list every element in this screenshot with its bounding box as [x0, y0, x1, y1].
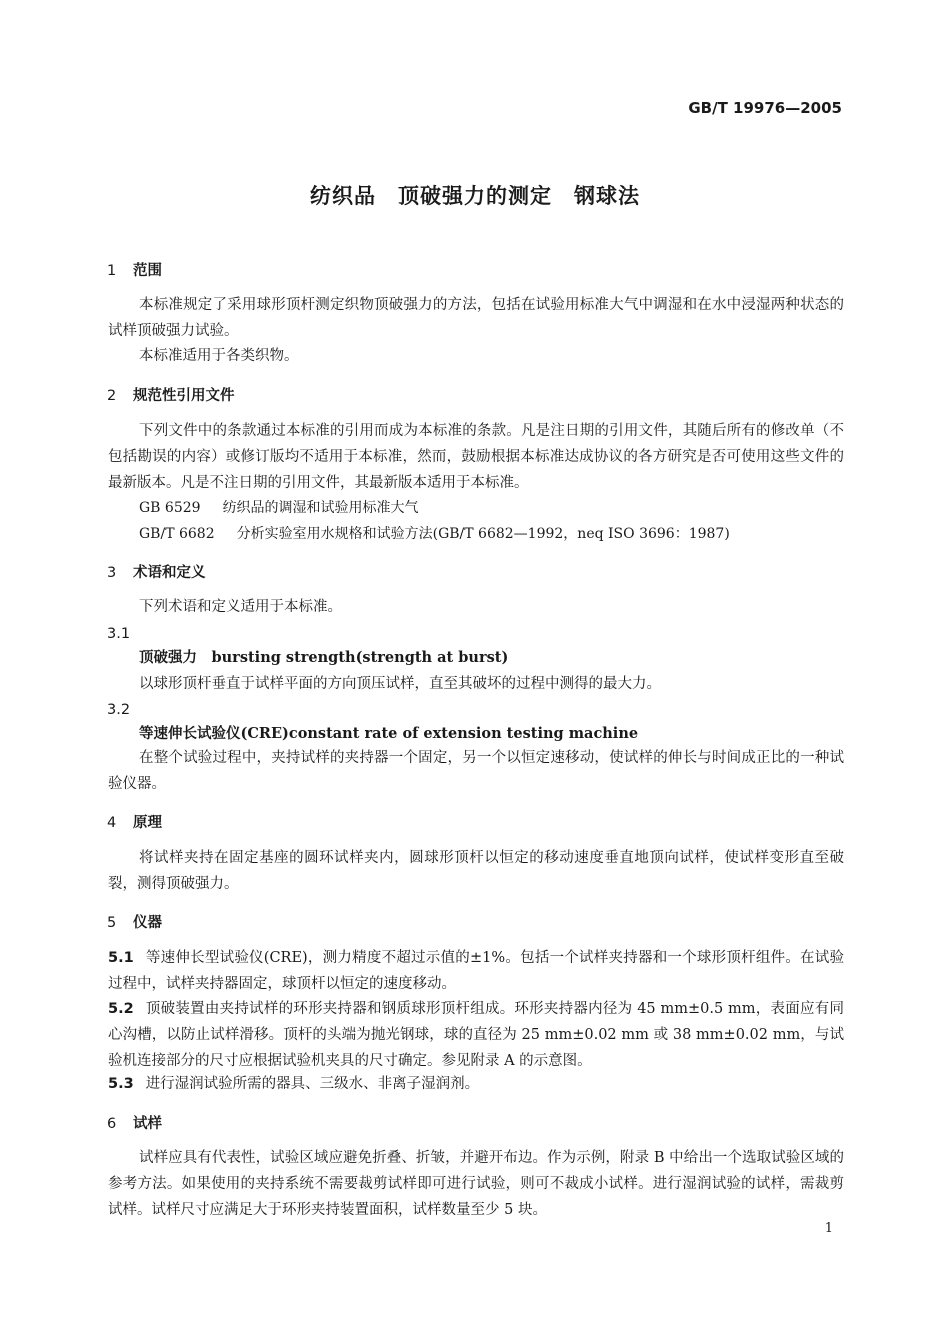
section-1-heading — [107, 259, 162, 280]
section-title: 原理 — [133, 815, 162, 831]
reference-title: 分析实验室用水规格和试验方法(GB/T 6682—1992，neq ISO 3696：1987) — [236, 526, 730, 542]
clause-5-3 — [108, 1071, 844, 1097]
clause-number: 5.3 — [108, 1076, 134, 1092]
section-6-paragraph: 试样应具有代表性，试验区域应避免折叠、折皱，并避开布边。作为示例，附录 B 中给出一个选取试验区域的参考方法。如果使用的夹持系统不需要裁剪试样即可进行试验，则可不裁成小试样。进行湿润试验的试样，需裁剪试样。试样尺寸应满足大于环形夹持装置面积，试样数量至少 5 块。 — [108, 1150, 844, 1218]
section-title: 术语和定义 — [133, 565, 206, 581]
section-4-paragraph: 将试样夹持在固定基座的圆环试样夹内，圆球形顶杆以恒定的移动速度垂直地顶向试样，使试样变形直至破裂，测得顶破强力。 — [108, 850, 844, 892]
clause-text: 顶破装置由夹持试样的环形夹持器和钢质球形顶杆组成。环形夹持器内径为 45 mm±0.5 mm，表面应有同心沟槽，以防止试样滑移。顶杆的头端为抛光钢球，球的直径为 25 mm±0.02 mm 或 38 mm±0.02 mm，与试验机连接部分的尺寸应根据试验机夹具的尺寸确定。参见附录 A 的示意图。 — [108, 1001, 844, 1069]
clause-number: 5.1 — [108, 950, 134, 966]
reference-title: 纺织品的调湿和试验用标准大气 — [222, 500, 419, 516]
clause-number: 3.1 — [107, 626, 131, 642]
section-1-paragraph-2: 本标准适用于各类织物。 — [139, 348, 299, 364]
section-number: 4 — [107, 815, 117, 831]
term-heading: 顶破强力 bursting strength(strength at burst) — [139, 649, 509, 666]
section-6-heading — [107, 1112, 162, 1133]
document-code: GB/T 19976—2005 — [688, 99, 842, 117]
clause-number: 3.2 — [107, 702, 131, 718]
section-number: 6 — [107, 1116, 117, 1132]
section-3-paragraph: 下列术语和定义适用于本标准。 — [139, 599, 342, 615]
reference-item — [139, 495, 419, 521]
clause-text: 等速伸长型试验仪(CRE)，测力精度不超过示值的±1%。包括一个试样夹持器和一个球形顶杆组件。在试验过程中，试样夹持器固定，球顶杆以恒定的速度移动。 — [108, 950, 844, 992]
page-number: 1 — [824, 1221, 833, 1236]
section-title: 范围 — [133, 263, 162, 279]
term-definition: 在整个试验过程中，夹持试样的夹持器一个固定，另一个以恒定速移动，使试样的伸长与时间成正比的一种试验仪器。 — [108, 750, 844, 792]
reference-code: GB 6529 — [139, 500, 201, 516]
clause-5-1 — [108, 945, 844, 997]
section-number: 2 — [107, 388, 117, 404]
section-5-heading — [107, 911, 162, 932]
term-definition: 以球形顶杆垂直于试样平面的方向顶压试样，直至其破坏的过程中测得的最大力。 — [139, 676, 661, 692]
clause-5-2 — [108, 996, 844, 1074]
reference-item — [139, 521, 730, 547]
section-number: 1 — [107, 263, 117, 279]
section-2-paragraph: 下列文件中的条款通过本标准的引用而成为本标准的条款。凡是注日期的引用文件，其随后所有的修改单（不包括勘误的内容）或修订版均不适用于本标准，然而，鼓励根据本标准达成协议的各方研究是否可使用这些文件的最新版本。凡是不注日期的引用文件，其最新版本适用于本标准。 — [108, 423, 844, 491]
section-number: 3 — [107, 565, 117, 581]
section-title: 仪器 — [133, 915, 162, 931]
clause-number: 5.2 — [108, 1001, 134, 1017]
section-title: 规范性引用文件 — [133, 388, 235, 404]
section-number: 5 — [107, 915, 117, 931]
section-4-heading — [107, 811, 162, 832]
document-title: 纺织品 顶破强力的测定 钢球法 — [310, 184, 640, 208]
term-heading: 等速伸长试验仪(CRE)constant rate of extension testing machine — [139, 725, 639, 742]
section-1-paragraph-1: 本标准规定了采用球形顶杆测定织物顶破强力的方法，包括在试验用标准大气中调湿和在水中浸湿两种状态的试样顶破强力试验。 — [108, 297, 844, 339]
section-2-heading — [107, 384, 235, 405]
section-title: 试样 — [133, 1116, 162, 1132]
reference-code: GB/T 6682 — [139, 526, 215, 542]
clause-text: 进行湿润试验所需的器具、三级水、非离子湿润剂。 — [145, 1076, 480, 1092]
section-3-heading — [107, 561, 206, 582]
